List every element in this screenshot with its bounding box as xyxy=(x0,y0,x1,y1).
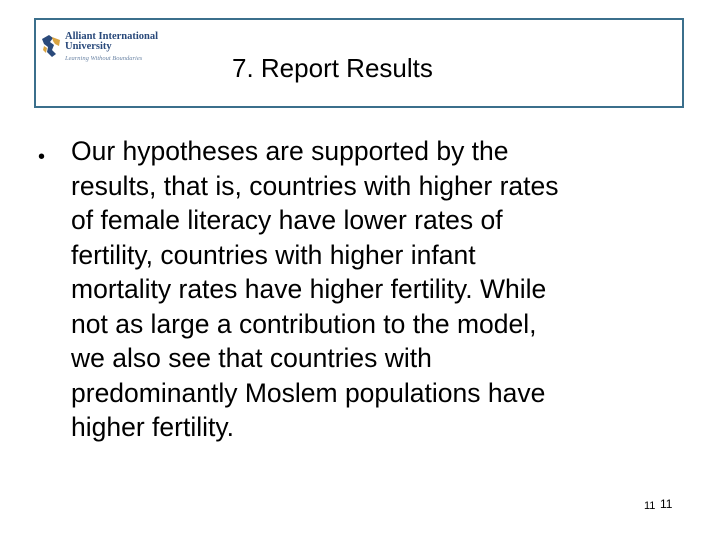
logo-name-line1: Alliant International xyxy=(65,31,159,42)
bullet-text xyxy=(71,134,691,445)
logo-tagline: Learning Without Boundaries xyxy=(65,55,143,62)
bullet-line: higher fertility. xyxy=(71,412,234,442)
bullet-line: results, that is, countries with higher rates xyxy=(71,170,559,201)
logo-name-line2: University xyxy=(65,41,112,52)
map-emblem-icon xyxy=(40,33,62,59)
bullet-line: of female literacy have lower rates of xyxy=(71,205,503,235)
bullet-line: not as large a contribution to the model, xyxy=(71,308,537,339)
bullet-line: fertility, countries with higher infant xyxy=(71,239,476,270)
logo-name xyxy=(65,32,158,52)
slide-title: 7. Report Results xyxy=(232,53,433,83)
bullet-line: predominantly Moslem populations have xyxy=(71,377,546,408)
bullet-line: Our hypotheses are supported by the xyxy=(71,136,509,166)
bullet-line: mortality rates have higher fertility. While xyxy=(71,274,547,304)
university-logo xyxy=(38,30,170,70)
page-number: 11 xyxy=(660,497,673,511)
page-number-small: 11 xyxy=(644,500,656,512)
bullet-marker: • xyxy=(38,146,46,168)
bullet-line: we also see that countries with xyxy=(71,343,432,373)
